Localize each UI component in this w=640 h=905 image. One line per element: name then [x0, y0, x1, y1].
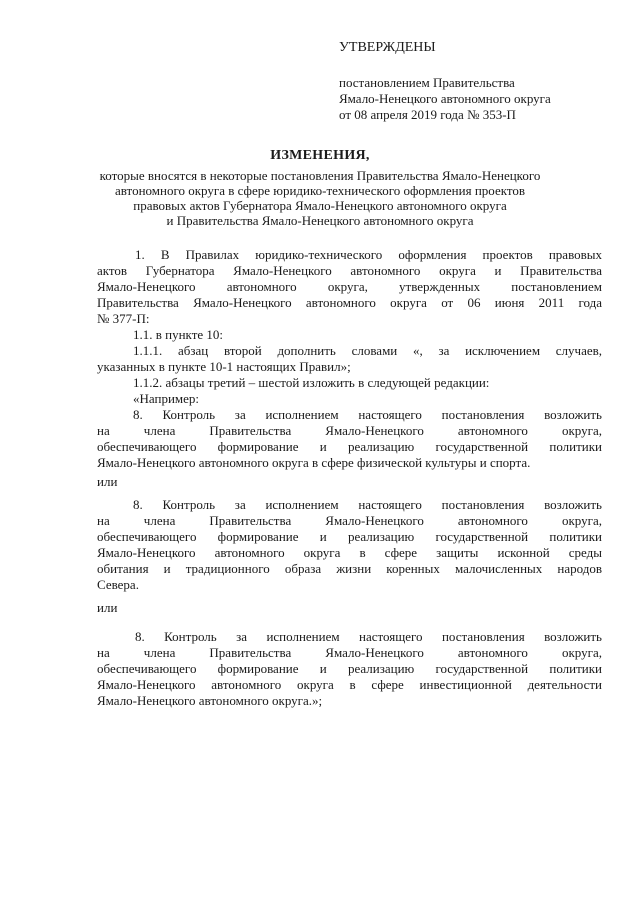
item1-line-5: № 377-П:: [97, 311, 150, 326]
variant3-line-1: 8. Контроль за исполнением настоящего постановления возложить: [135, 629, 602, 644]
approval-line-2: Ямало-Ненецкого автономного округа: [339, 91, 551, 106]
variant3-line-4: Ямало-Ненецкого автономного округа в сфере инвестиционной деятельности: [97, 677, 602, 692]
variant3-line-2: на члена Правительства Ямало-Ненецкого автономного округа,: [97, 645, 602, 660]
or-separator-1: или: [97, 474, 118, 489]
item1-line-4: Правительства Ямало-Ненецкого автономного округа от 06 июня 2011 года: [97, 295, 602, 310]
item1-line-3: Ямало-Ненецкого автономного округа, утвержденных постановлением: [97, 279, 602, 294]
variant2-line-6: Севера.: [97, 577, 139, 592]
variant2-line-1: 8. Контроль за исполнением настоящего постановления возложить: [133, 497, 602, 512]
item1-line-1: 1. В Правилах юридико-технического оформления проектов правовых: [135, 247, 602, 262]
heading-line-4: и Правительства Ямало-Ненецкого автономного округа: [166, 213, 474, 228]
subitem-1-1-1-line-2: указанных в пункте 10-1 настоящих Правил»;: [97, 359, 351, 374]
variant2-line-4: Ямало-Ненецкого автономного округа в сфере защиты исконной среды: [97, 545, 602, 560]
example-intro: «Например:: [133, 391, 200, 406]
or-separator-2: или: [97, 600, 118, 615]
variant3-line-3: обеспечивающего формирование и реализацию государственной политики: [97, 661, 602, 676]
approval-line-1: постановлением Правительства: [339, 75, 515, 90]
heading-line-1: которые вносятся в некоторые постановления Правительства Ямало-Ненецкого: [99, 168, 541, 183]
approval-line-3: от 08 апреля 2019 года № 353-П: [339, 107, 516, 122]
variant1-line-4: Ямало-Ненецкого автономного округа в сфере физической культуры и спорта.: [97, 455, 531, 470]
variant2-line-5: обитания и традиционного образа жизни коренных малочисленных народов: [97, 561, 602, 576]
variant2-line-2: на члена Правительства Ямало-Ненецкого автономного округа,: [97, 513, 602, 528]
variant1-line-3: обеспечивающего формирование и реализацию государственной политики: [97, 439, 602, 454]
subitem-1-1-2: 1.1.2. абзацы третий – шестой изложить в следующей редакции:: [133, 375, 490, 390]
heading-line-3: правовых актов Губернатора Ямало-Ненецкого автономного округа: [133, 198, 507, 213]
heading-line-2: автономного округа в сфере юридико-технического оформления проектов: [114, 183, 526, 198]
approval-title: УТВЕРЖДЕНЫ: [339, 40, 436, 55]
variant1-line-2: на члена Правительства Ямало-Ненецкого автономного округа,: [97, 423, 602, 438]
variant3-line-5: Ямало-Ненецкого автономного округа.»;: [97, 693, 323, 708]
variant1-line-1: 8. Контроль за исполнением настоящего постановления возложить: [133, 407, 602, 422]
document-title: ИЗМЕНЕНИЯ,: [270, 148, 370, 163]
variant2-line-3: обеспечивающего формирование и реализацию государственной политики: [97, 529, 602, 544]
subitem-1-1: 1.1. в пункте 10:: [133, 327, 224, 342]
subitem-1-1-1-line-1: 1.1.1. абзац второй дополнить словами «, за исключением случаев,: [133, 343, 602, 358]
item1-line-2: актов Губернатора Ямало-Ненецкого автономного округа и Правительства: [97, 263, 602, 278]
